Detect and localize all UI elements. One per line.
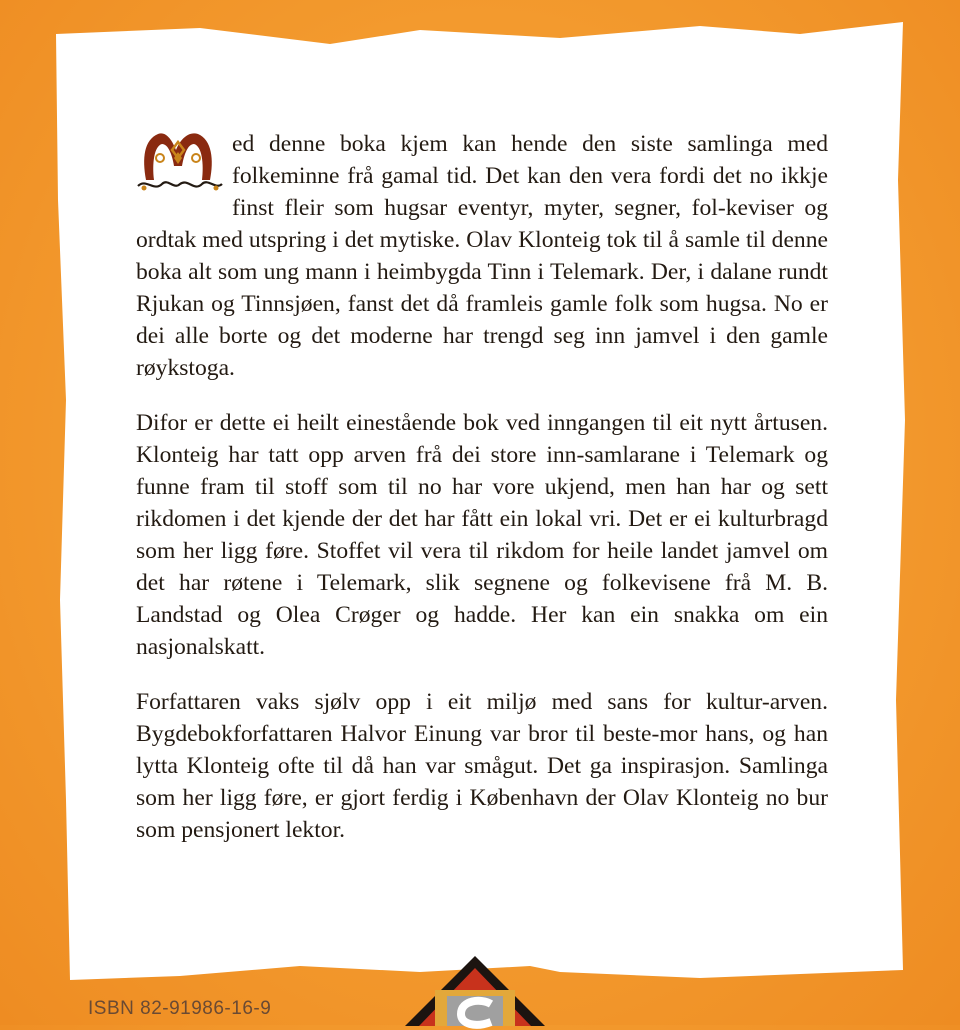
publisher-logo-icon <box>395 950 555 1030</box>
paragraph-2: Difor er dette ei heilt einestående bok ved inngangen til eit nytt årtusen. Klonteig har tatt opp arven frå dei store inn-samlarane i Telemark og funne fram til stoff som til no har vore ukjend, men han har og sett rikdomen i det kjende der det har fått ein lokal vri. Det er ei kulturbragd som her ligg føre. Stoffet vil vera til rikdom for heile landet jamvel om det har røtene i Telemark, slik segnene og folkevisene frå M. B. Landstad og Olea Crøger og hadde. Her kan ein snakka om ein nasjonalskatt. <box>136 410 828 660</box>
paragraph-1 <box>136 128 828 384</box>
isbn-number: ISBN 82-91986-16-9 <box>88 998 272 1019</box>
paragraph-3: Forfattaren vaks sjølv opp i eit miljø med sans for kultur-arven. Bygdebokforfattaren Halvor Einung var bror til beste-mor hans, og han lytta Klonteig ofte til då han var smågut. Det ga inspirasjon. Samlinga som her ligg føre, er gjort ferdig i København der Olav Klonteig no bur som pensjonert lektor. <box>136 689 828 843</box>
ornamental-initial-m-icon <box>136 128 224 194</box>
paragraph-1-text: ed denne boka kjem kan hende den siste samlinga med folkeminne frå gamal tid. Det kan den vera fordi det no ikkje finst fleir som hugsar eventyr, myter, segner, fol-keviser og ordtak med utspring i det mytiske. Olav Klonteig tok til å samle til denne boka alt som ung mann i heimbygda Tinn i Telemark. Der, i dalane rundt Rjukan og Tinnsjøen, fanst det då framleis gamle folk som hugsa. No er dei alle borte og det moderne har trengd seg inn jamvel i den gamle røykstoga. <box>136 131 828 381</box>
back-cover-text <box>136 128 828 869</box>
